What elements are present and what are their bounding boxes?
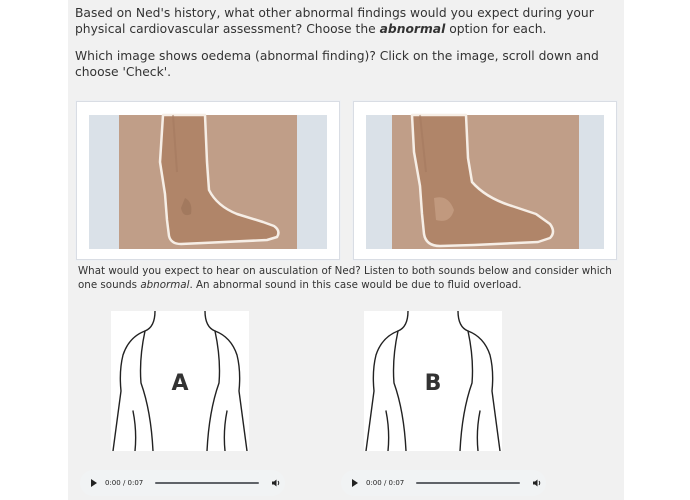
audio-time: 0:00 / 0:07 (366, 479, 405, 487)
normal-foot-image (77, 102, 339, 259)
play-icon[interactable] (91, 479, 97, 487)
question-1: Based on Ned's history, what other abnormal findings would you expect during your physical cardiovascular assessment? Choose the abnormal option for each. (75, 6, 594, 36)
audio-player-a (80, 470, 285, 496)
torso-letter-a: A (171, 371, 189, 396)
volume-icon[interactable] (532, 478, 542, 488)
torso-a-image (111, 311, 249, 451)
audio-progress-slider[interactable] (416, 482, 520, 484)
foot-image-option-2[interactable] (353, 101, 617, 260)
foot-image-option-1[interactable] (76, 101, 340, 260)
audio-time: 0:00 / 0:07 (105, 479, 144, 487)
question-2: Which image shows oedema (abnormal finding)? Click on the image, scroll down and choose 'Check'. (75, 49, 599, 79)
audio-player-b (341, 470, 546, 496)
torso-b-image (364, 311, 502, 451)
torso-letter-b: B (424, 371, 442, 396)
auscultation-question: What would you expect to hear on ausculation of Ned? Listen to both sounds below and consider which one sounds abnormal. An abnormal sound in this case would be due to fluid overload. (78, 265, 612, 291)
play-icon[interactable] (352, 479, 358, 487)
swollen-foot-image (354, 102, 616, 259)
volume-icon[interactable] (271, 478, 281, 488)
audio-progress-slider[interactable] (155, 482, 259, 484)
instructions (75, 5, 620, 80)
